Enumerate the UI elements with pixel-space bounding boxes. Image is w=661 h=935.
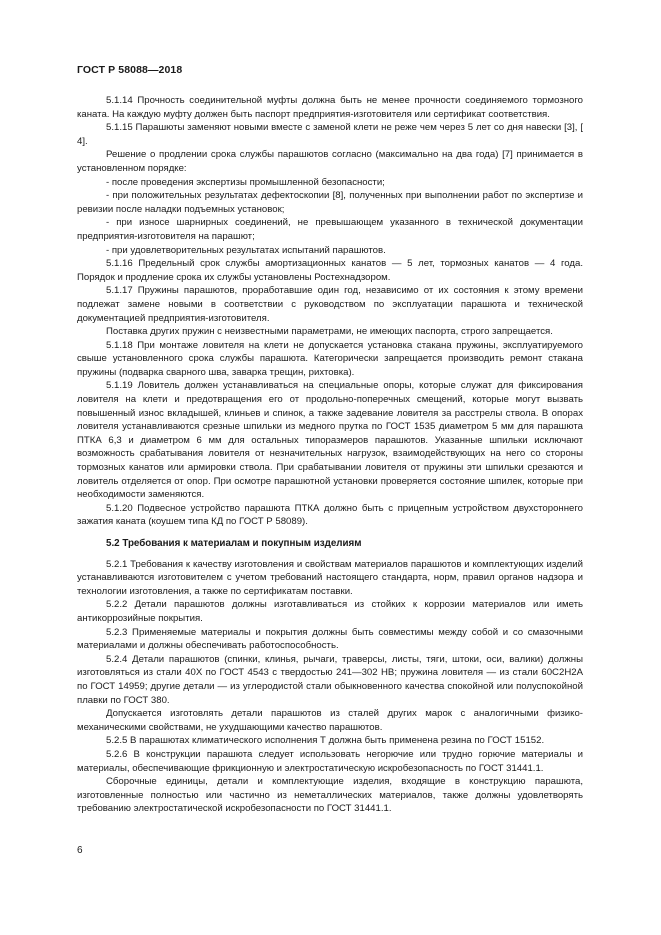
section-title-5-2: 5.2 Требования к материалам и покупным изделиям [106,538,362,549]
page-number: 6 [77,845,83,856]
paragraph-other-steels: Допускается изготовлять детали парашютов из сталей других марок с аналогичными физико-механическими свойствами, не ухудшающими качество парашютов. [77,708,583,733]
list-item-hinge-wear: - при износе шарнирных соединений, не превышающем указанного в технической документации предприятия-изготовителя на парашют; [77,217,583,242]
paragraph-springs-supply: Поставка других пружин с неизвестными параметрами, не имеющих паспорта, строго запрещается. [106,326,553,338]
paragraph-5-1-14: 5.1.14 Прочность соединительной муфты должна быть не менее прочности соединяемого тормозного каната. На каждую муфту должен быть паспорт предприятия-изготовителя или сертификат соответствия. [77,95,583,120]
paragraph-extension-decision: Решение о продлении срока службы парашютов согласно (максимально на два года) [7] принимается в установленном порядке: [77,149,583,174]
paragraph-5-1-15: 5.1.15 Парашюты заменяют новыми вместе с заменой клети не реже чем через 5 лет со дня навески [3], [ 4]. [77,122,583,147]
paragraph-5-2-1: 5.2.1 Требования к качеству изготовления и свойствам материалов парашютов и комплектующих изделий устанавливаются изготовителем с учетом требований настоящего стандарта, норм, правил органов надзора и технологии изготовления, а также по сертификатам поставки. [77,558,583,597]
paragraph-5-2-4: 5.2.4 Детали парашютов (спинки, клинья, рычаги, траверсы, листы, тяги, штоки, оси, валики) должны изготовляться из стали 40Х по ГОСТ 4543 с твердостью 241—302 НВ; пружина ловителя — из стали 60С2Н2А по ГОСТ 14959; другие детали — из углеродистой стали обыкновенного качества спокойной или полуспокойной плавки по ГОСТ 380. [77,653,583,706]
paragraph-5-2-6: 5.2.6 В конструкции парашюта следует использовать негорючие или трудно горючие материалы и материалы, обеспечивающие фрикционную и электростатическую искробезопасность по ГОСТ 31441.1. [77,748,583,774]
list-item-tests: - при удовлетворительных результатах испытаний парашютов. [106,244,386,256]
paragraph-5-2-2: 5.2.2 Детали парашютов должны изготавливаться из стойких к коррозии материалов или иметь антикоррозийные покрытия. [77,599,583,624]
paragraph-5-2-3: 5.2.3 Применяемые материалы и покрытия должны быть совместимы между собой и со смазочными материалами и должны обеспечивать работоспособность. [77,626,583,652]
list-item-expertise: - после проведения экспертизы промышленной безопасности; [106,176,385,188]
paragraph-5-1-16: 5.1.16 Предельный срок службы амортизационных канатов — 5 лет, тормозных канатов — 4 года. Порядок и продление срока их службы установлены Ростехнадзором. [77,258,583,283]
paragraph-5-1-17: 5.1.17 Пружины парашютов, проработавшие один год, независимо от их состояния к этому времени подлежат замене новыми в соответствии с руководством по эксплуатации парашюта и технической документацией предприятия-изготовителя. [77,285,583,324]
paragraph-5-2-5: 5.2.5 В парашютах климатического исполнения Т должна быть применена резина по ГОСТ 15152. [106,735,545,747]
paragraph-5-1-19: 5.1.19 Ловитель должен устанавливаться на специальные опоры, которые служат для фиксирования ловителя на клети и предотвращения его от продольно-поперечных смещений, которые могут вызвать повышенный износ вкладышей, клиньев и спинок, а также задевание ловителя за расстрелы ствола. В опорах ловителя устанавливаются срезные шпильки из медного прутка по ГОСТ 1535 диаметром 5 мм для парашюта ПТКА 6,3 и диаметром 6 мм для остальных типоразмеров парашютов. Указанные шпильки исключают возможность срабатывания ловителя от незначительных нагрузок, взаимодействующих на него со стороны тормозных канатов или армировки ствола. При срабатывании ловителя от пружины эти шпильки срезаются и ловитель отделяется от опор. При осмотре парашютной установки проверяется состояние шпилек, которые при необходимости заменяются. [77,380,583,501]
paragraph-5-1-20: 5.1.20 Подвесное устройство парашюта ПТКА должно быть с прицепным устройством двухстороннего зажатия каната (коушем типа КД по ГОСТ Р 58089). [77,502,583,528]
list-item-defectoscopy: - при положительных результатах дефектоскопии [8], полученных при выполнении работ по экспертизе и ревизии после наладки подъемных установок; [77,190,583,215]
standard-header: ГОСТ Р 58088—2018 [77,64,183,76]
document-body [77,94,583,816]
paragraph-5-1-18: 5.1.18 При монтаже ловителя на клети не допускается установка стакана пружины, эксплуатируемого свыше установленного срока службы парашюта. Категорически запрещается производить ремонт стакана пружины (подварка сварного шва, заварка трещин, рихтовка). [77,339,583,378]
paragraph-assembly-units: Сборочные единицы, детали и комплектующие изделия, входящие в конструкцию парашюта, изготовленные полностью или частично из неметаллических материалов, также должны удовлетворять требованию электростатической искробезопасности по ГОСТ 31441.1. [77,776,583,815]
